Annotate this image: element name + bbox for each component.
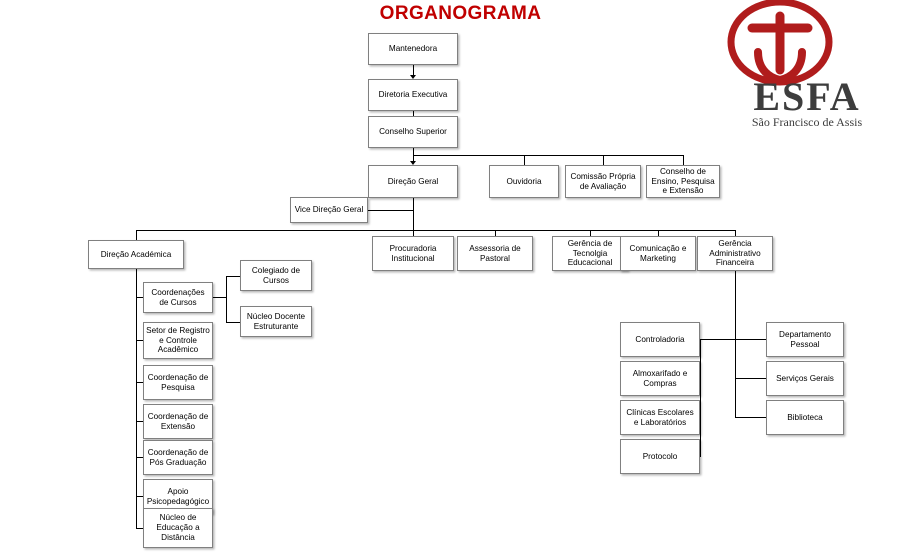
node-label: Conselho de Ensino, Pesquisa e Extensão (651, 167, 715, 196)
node-mantenedora[interactable] (368, 33, 458, 65)
node-colegiado-cursos[interactable] (240, 260, 312, 291)
node-label: Núcleo Docente Estruturante (246, 311, 306, 331)
connector-coordenacoes-spine (226, 276, 227, 322)
node-direcao-academica[interactable] (88, 240, 184, 269)
connector-academica-pos (136, 457, 143, 458)
node-label: Assessoria de Pastoral (469, 243, 521, 263)
node-nucleo-docente-estruturante[interactable] (240, 306, 312, 337)
node-label: Coordenações de Cursos (151, 287, 205, 307)
node-diretoria-executiva[interactable] (368, 79, 458, 111)
node-label: Clínicas Escolares e Laboratórios (626, 407, 694, 427)
node-conselho-ensino-pesquisa-extensao[interactable] (646, 165, 720, 198)
node-conselho-superior[interactable] (368, 116, 458, 148)
connector-direcaogeral-down (413, 198, 414, 231)
connector-gerencia-departamento (735, 339, 766, 340)
node-vice-direcao-geral[interactable] (290, 197, 368, 223)
node-ouvidoria[interactable] (489, 165, 559, 198)
logo-acronym: ESFA (753, 74, 861, 119)
node-label: Gerência Administrativo Financeira (709, 238, 761, 268)
node-label: Departamento Pessoal (779, 329, 831, 349)
connector-vice-direcao (368, 210, 414, 211)
node-clinicas-escolares-laboratorios[interactable] (620, 400, 700, 435)
connector-main-bus (136, 230, 736, 231)
node-gerencia-administrativo-financeira[interactable] (697, 236, 773, 271)
node-label: Comissão Própria de Avaliação (570, 171, 636, 191)
connector-bus-cpa (603, 155, 604, 165)
node-label: Colegiado de Cursos (251, 265, 301, 285)
node-label: Ouvidoria (506, 176, 542, 186)
node-label: Coordenação de Pós Graduação (147, 447, 209, 467)
node-comunicacao-marketing[interactable] (620, 236, 696, 271)
node-label: Diretoria Executiva (378, 90, 448, 100)
connector-coordenacoes-up (213, 297, 226, 298)
node-label: Biblioteca (787, 412, 823, 422)
connector-academica-setor-registro (136, 340, 143, 341)
connector-controladoria-in (700, 339, 735, 340)
connector-gerencia-biblioteca (735, 417, 766, 418)
node-label: Procuradoria Institucional (389, 243, 437, 263)
node-almoxarifado-compras[interactable] (620, 361, 700, 396)
connector-academica-coordenacoes (136, 297, 143, 298)
node-label: Comunicação e Marketing (629, 243, 687, 263)
node-coordenacao-extensao[interactable] (143, 404, 213, 439)
node-label: Direção Académica (100, 249, 172, 259)
node-label: Núcleo de Educação a Distância (156, 513, 200, 542)
node-controladoria[interactable] (620, 322, 700, 357)
node-departamento-pessoal[interactable] (766, 322, 844, 357)
node-coordenacoes-cursos[interactable] (143, 282, 213, 313)
node-label: Protocolo (642, 451, 678, 461)
connector-top-bus (413, 155, 683, 156)
node-comissao-propria-avaliacao[interactable] (565, 165, 641, 198)
node-biblioteca[interactable] (766, 400, 844, 435)
connector-academica-nead (136, 528, 143, 529)
node-coordenacao-pos-graduacao[interactable] (143, 440, 213, 475)
connector-nucleo-docente (226, 322, 240, 323)
node-label: Vice Direção Geral (294, 205, 364, 215)
node-direcao-geral[interactable] (368, 165, 458, 198)
connector-mantenedora-diretoria (413, 65, 414, 75)
connector-gerencia-servicos (735, 378, 766, 379)
esfa-logo (700, 0, 915, 140)
node-assessoria-pastoral[interactable] (457, 236, 533, 271)
node-label: Setor de Registro e Controle Acadêmico (146, 325, 210, 355)
connector-bus-cepe (683, 155, 684, 165)
connector-bus-direcao-academica (136, 230, 137, 240)
connector-controladoria-spine (700, 339, 701, 457)
node-label: Apoio Psicopedagógico (146, 486, 210, 506)
logo-subtitle: São Francisco de Assis (751, 115, 863, 129)
connector-bus-ouvidoria (524, 155, 525, 165)
node-label: Gerência de Tecnolgia Educacional (567, 238, 613, 268)
node-servicos-gerais[interactable] (766, 361, 844, 396)
node-nucleo-educacao-distancia[interactable] (143, 508, 213, 548)
node-label: Serviços Gerais (776, 373, 834, 383)
node-label: Mantenedora (388, 44, 438, 54)
connector-academica-spine (136, 269, 137, 528)
connector-academica-extensao (136, 421, 143, 422)
node-gerencia-tecnologia-educacional[interactable] (552, 236, 628, 271)
node-setor-registro-controle-academico[interactable] (143, 322, 213, 359)
node-label: Conselho Superior (379, 127, 447, 137)
node-label: Coordenação de Pesquisa (147, 372, 209, 392)
node-label: Controladoria (635, 334, 685, 344)
page-title: ORGANOGRAMA (379, 3, 542, 24)
node-label: Direção Geral (387, 176, 439, 186)
node-coordenacao-pesquisa[interactable] (143, 365, 213, 400)
node-label: Coordenação de Extensão (147, 411, 209, 431)
node-protocolo[interactable] (620, 439, 700, 474)
node-procuradoria-institucional[interactable] (372, 236, 454, 271)
connector-colegiado (226, 276, 240, 277)
node-label: Almoxarifado e Compras (632, 368, 688, 388)
connector-academica-pesquisa (136, 382, 143, 383)
connector-gerencia-adm-spine (735, 271, 736, 417)
logo-emblem-icon (731, 2, 829, 82)
connector-academica-apoio (136, 496, 143, 497)
